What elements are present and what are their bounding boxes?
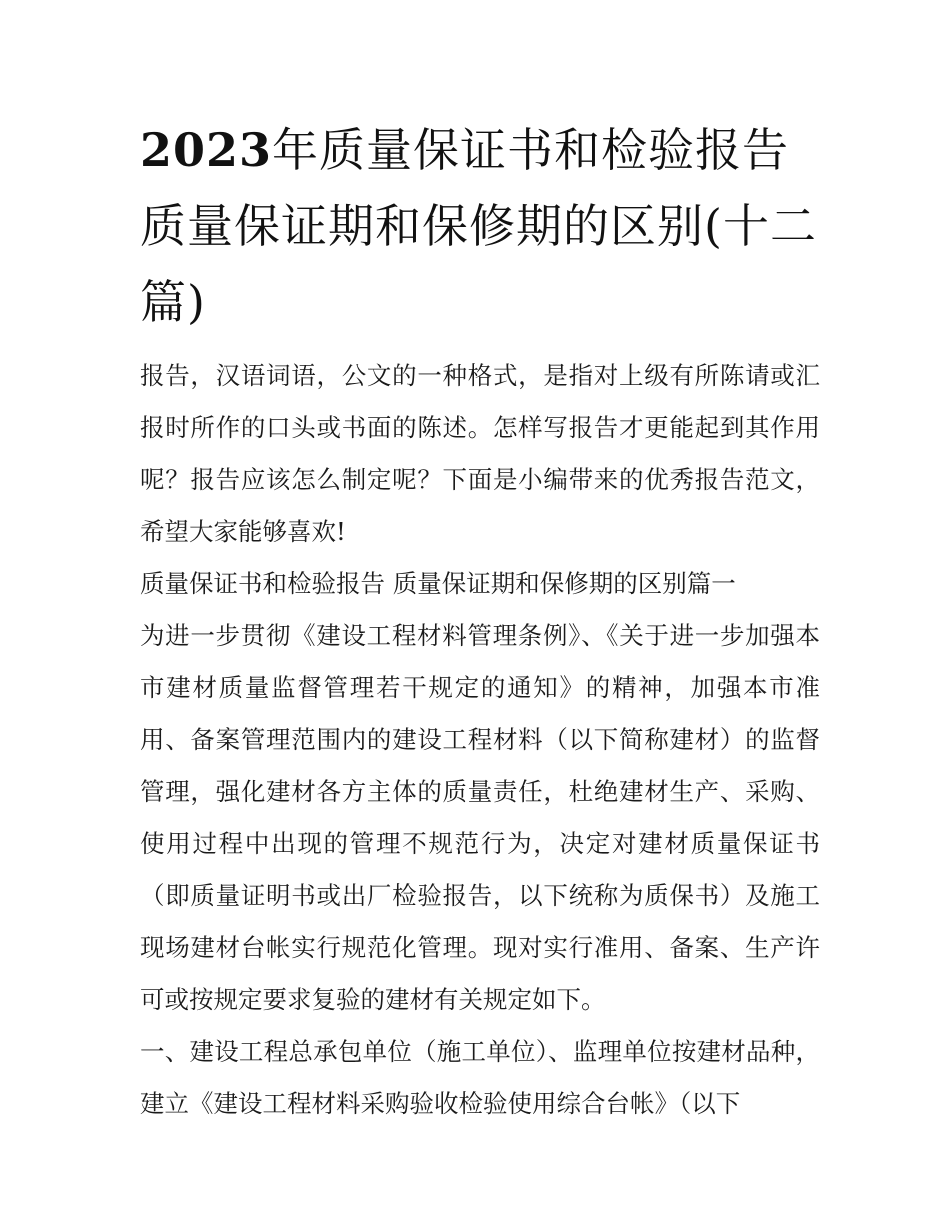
title-text: 年质量保证书和检验报告质量保证期和保修期的区别(十二篇) [140,123,817,329]
document-body [140,350,820,1130]
title-year: 2023 [140,123,273,177]
body-paragraph: 为进一步贯彻《建设工程材料管理条例》、《关于进一步加强本市建材质量监督管理若干规定的通知》的精神，加强本市准用、备案管理范围内的建设工程材料（以下简称建材）的监督管理，强化建材各方主体的质量责任，杜绝建材生产、采购、使用过程中出现的管理不规范行为，决定对建材质量保证书（即质量证明书或出厂检验报告，以下统称为质保书）及施工现场建材台帐实行规范化管理。现对实行准用、备案、生产许可或按规定要求复验的建材有关规定如下。 [140,621,820,1014]
body-paragraph: 一、建设工程总承包单位（施工单位）、监理单位按建材品种，建立《建设工程材料采购验收检验使用综合台帐》（以下 [140,1037,820,1118]
document-title [140,112,820,340]
document-page [140,112,820,1130]
section-heading: 质量保证书和检验报告 质量保证期和保修期的区别篇一 [140,569,736,598]
intro-paragraph: 报告，汉语词语，公文的一种格式，是指对上级有所陈请或汇报时所作的口头或书面的陈述。怎样写报告才更能起到其作用呢？报告应该怎么制定呢？下面是小编带来的优秀报告范文，希望大家能够喜欢! [140,361,820,546]
